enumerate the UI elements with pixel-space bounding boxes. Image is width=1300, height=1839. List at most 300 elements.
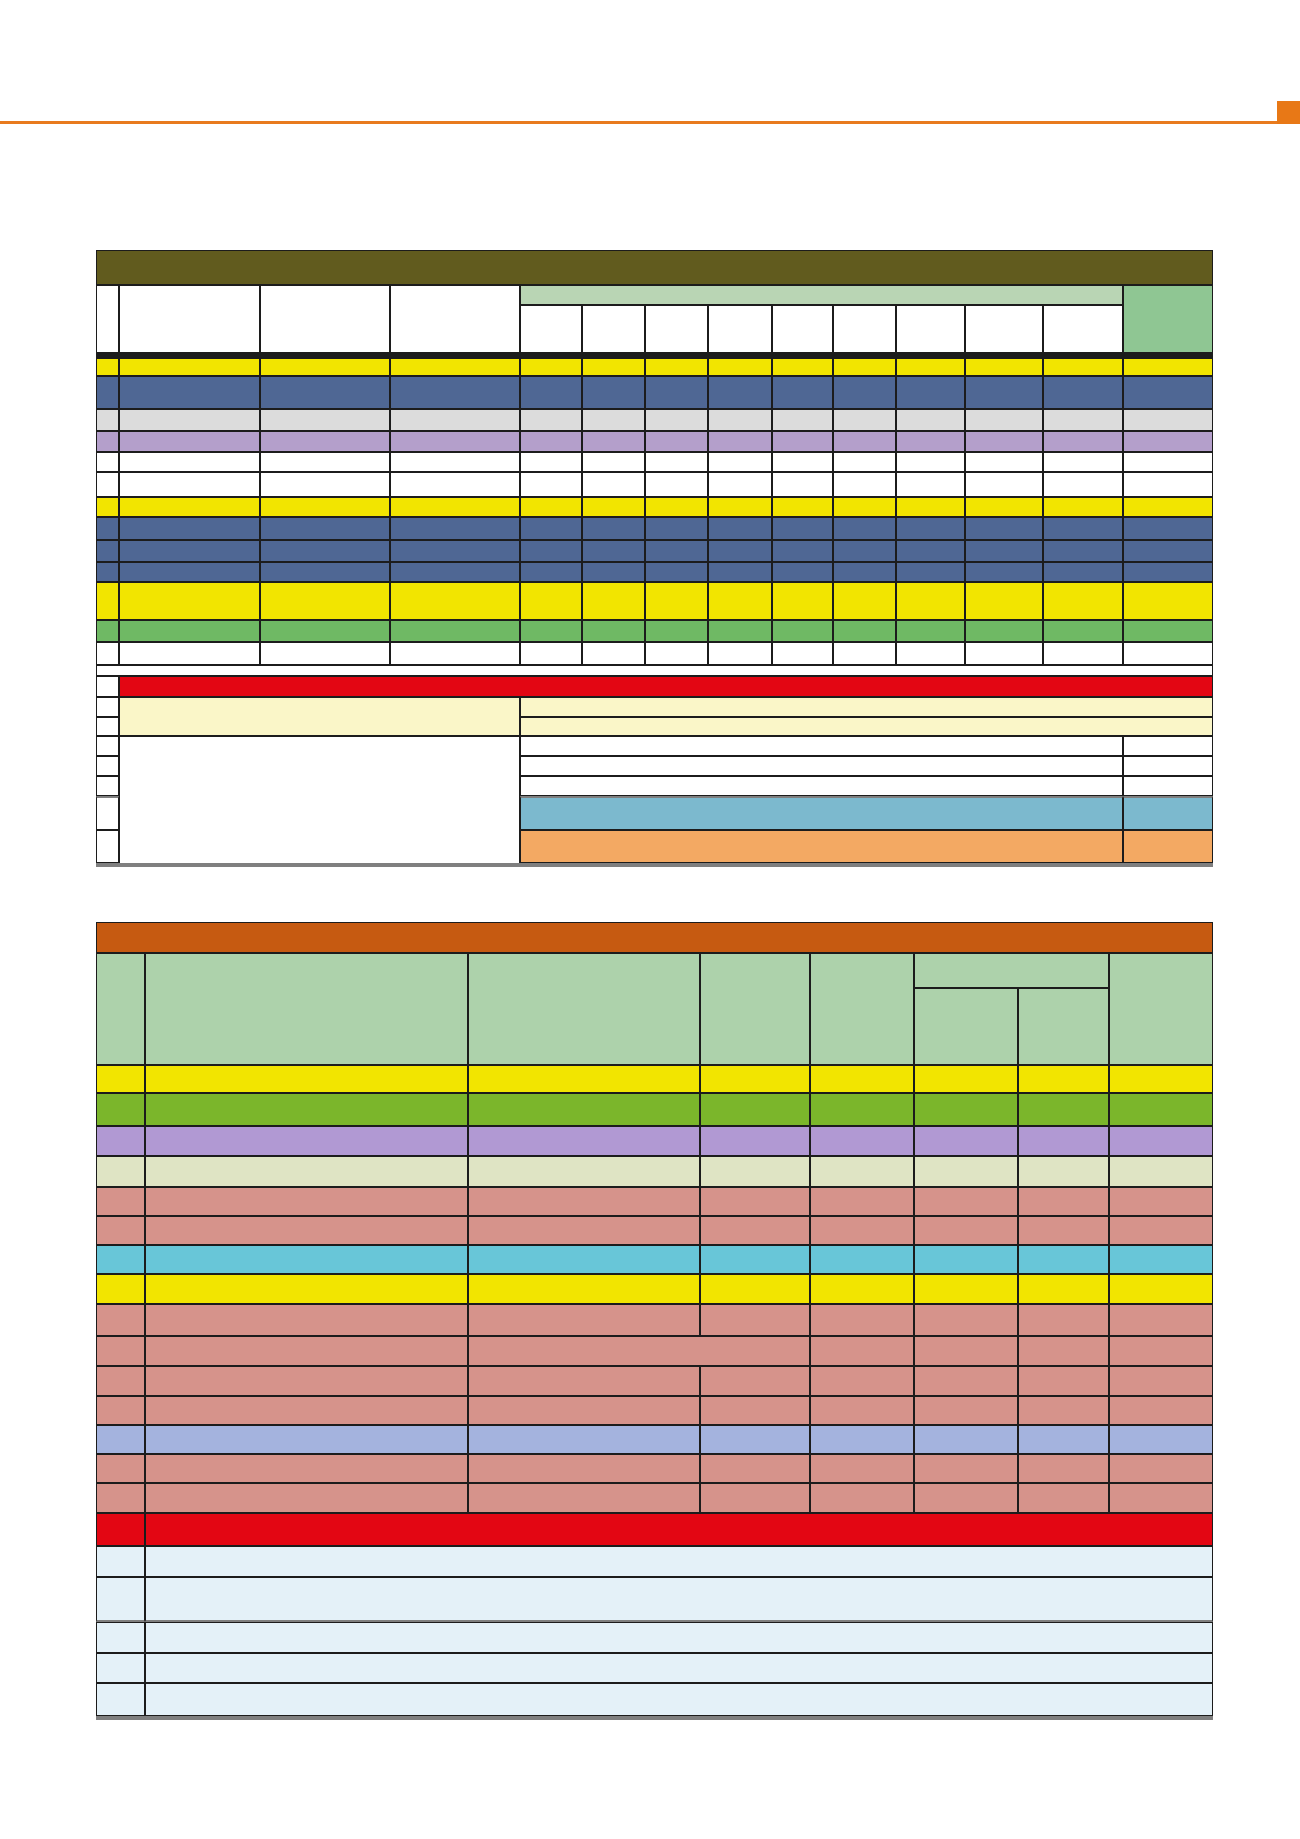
t1-row-4-cell (772, 431, 833, 452)
t1-row-8-cell (772, 517, 833, 540)
t1-header-cell (520, 285, 1123, 305)
t2-row-1-cell (700, 1065, 810, 1093)
t2-row-9-cell (1018, 1304, 1109, 1336)
t1-row-3-cell (965, 409, 1043, 431)
t1-bottom-orange-cell (96, 830, 119, 863)
t1-row-11-cell (1123, 582, 1213, 620)
t1-row-1-cell (896, 358, 965, 376)
t1-row-10-cell (708, 562, 772, 582)
t1-row-cream-b-cell (96, 717, 119, 736)
t2-row-15-cell (1018, 1483, 1109, 1513)
t1-row-3-cell (520, 409, 582, 431)
t1-row-5-cell (1123, 452, 1213, 472)
t1-row-13-cell (390, 642, 520, 665)
t2-row-6-cell (914, 1216, 1018, 1245)
t1-row-8-cell (1043, 517, 1123, 540)
t1-row-9-cell (96, 540, 119, 562)
t2-row-3-cell (914, 1126, 1018, 1156)
t2-row-11-cell (1018, 1366, 1109, 1396)
t1-bottom-blue-cell (96, 796, 119, 830)
t2-row-13-cell (1109, 1425, 1213, 1454)
t2-note-2-cell (96, 1577, 145, 1622)
t2-row-2-cell (914, 1093, 1018, 1126)
t1-row-7-cell (390, 497, 520, 517)
t2-row-14-cell (468, 1454, 700, 1483)
t2-row-8-cell (468, 1274, 700, 1304)
t2-row-2-cell (1018, 1093, 1109, 1126)
t1-row-7-cell (1123, 497, 1213, 517)
t2-header-cell (1109, 953, 1213, 1065)
t1-row-1-cell (1123, 358, 1213, 376)
t2-row-11-cell (96, 1366, 145, 1396)
t1-row-9-cell (965, 540, 1043, 562)
t1-row-6-cell (260, 472, 390, 497)
t2-note-1-cell (145, 1546, 1213, 1577)
t1-row-3-cell (1123, 409, 1213, 431)
t1-row-cream-a-cell (520, 697, 1213, 717)
t2-row-14-cell (810, 1454, 914, 1483)
t1-row-12-cell (260, 620, 390, 642)
t1-row-11-cell (582, 582, 645, 620)
t1-row-10-cell (896, 562, 965, 582)
t1-row-5-cell (260, 452, 390, 472)
t2-header-cell (810, 953, 914, 1065)
t1-row-13-cell (260, 642, 390, 665)
t1-row-2-cell (708, 376, 772, 409)
t2-row-1-cell (145, 1065, 468, 1093)
t1-row-14-cell (96, 665, 1213, 676)
t2-row-14-cell (1018, 1454, 1109, 1483)
t1-header-cell (582, 305, 645, 353)
t1-row-3-cell (390, 409, 520, 431)
t1-row-12-cell (119, 620, 260, 642)
t2-row-1-cell (1109, 1065, 1213, 1093)
t1-row-4-cell (96, 431, 119, 452)
t1-bottom-a-cell (96, 736, 119, 756)
t1-row-6-cell (708, 472, 772, 497)
t2-row-11-cell (700, 1366, 810, 1396)
t2-row-10-cell (810, 1336, 914, 1366)
t1-row-3-cell (833, 409, 896, 431)
t2-row-8-cell (96, 1274, 145, 1304)
t1-row-2-cell (833, 376, 896, 409)
t1-row-12-cell (772, 620, 833, 642)
t1-bottom-orange-cell (520, 830, 1123, 863)
t2-row-1-cell (96, 1065, 145, 1093)
t2-row-13-cell (1018, 1425, 1109, 1454)
t2-row-1-cell (810, 1065, 914, 1093)
t2-header-cell (1018, 988, 1109, 1065)
t2-row-5-cell (1018, 1187, 1109, 1216)
t2-row-14-cell (1109, 1454, 1213, 1483)
t2-row-10-cell (914, 1336, 1018, 1366)
t1-row-13-cell (645, 642, 708, 665)
t1-row-6-cell (1123, 472, 1213, 497)
t1-row-8-cell (708, 517, 772, 540)
t1-row-7-cell (645, 497, 708, 517)
t2-row-8-cell (700, 1274, 810, 1304)
t2-row-13-cell (810, 1425, 914, 1454)
t1-row-13-cell (1123, 642, 1213, 665)
t2-row-4-cell (468, 1156, 700, 1187)
t1-row-13-cell (582, 642, 645, 665)
t2-row-6-cell (145, 1216, 468, 1245)
t2-row-14-cell (96, 1454, 145, 1483)
t2-row-6-cell (96, 1216, 145, 1245)
t1-row-1-cell (833, 358, 896, 376)
t1-row-3-cell (708, 409, 772, 431)
t1-row-8-cell (896, 517, 965, 540)
t1-row-4-cell (390, 431, 520, 452)
t1-bottom-blue-cell (1123, 796, 1213, 830)
t2-row-5-cell (810, 1187, 914, 1216)
t1-row-2-cell (520, 376, 582, 409)
t1-row-1-cell (520, 358, 582, 376)
t1-bottom-b-cell (96, 756, 119, 776)
t1-row-3-cell (119, 409, 260, 431)
t1-row-13-cell (119, 642, 260, 665)
t2-row-9-cell (1109, 1304, 1213, 1336)
t1-row-7-cell (96, 497, 119, 517)
t1-row-2-cell (96, 376, 119, 409)
t1-row-8-cell (645, 517, 708, 540)
t1-row-12-cell (833, 620, 896, 642)
t1-row-13-cell (833, 642, 896, 665)
t2-row-2-cell (700, 1093, 810, 1126)
t2-row-8-cell (914, 1274, 1018, 1304)
t2-row-1-cell (1018, 1065, 1109, 1093)
t2-row-5-cell (914, 1187, 1018, 1216)
t2-row-2-cell (468, 1093, 700, 1126)
t1-row-12-cell (645, 620, 708, 642)
t2-row-6-cell (810, 1216, 914, 1245)
t1-row-10-cell (1123, 562, 1213, 582)
t1-row-11-cell (1043, 582, 1123, 620)
t1-row-10-cell (772, 562, 833, 582)
t1-row-11-cell (520, 582, 582, 620)
t2-header-cell (468, 953, 700, 1065)
t2-title-bar-cell (96, 922, 1213, 953)
t1-row-8-cell (260, 517, 390, 540)
t1-row-1-cell (965, 358, 1043, 376)
top-rule (0, 121, 1277, 124)
t2-row-11-cell (914, 1366, 1018, 1396)
t1-row-5-cell (1043, 452, 1123, 472)
t1-row-1-cell (260, 358, 390, 376)
t1-row-8-cell (965, 517, 1043, 540)
t1-bottom-bar-cell (96, 863, 1213, 867)
t2-row-12-cell (1018, 1396, 1109, 1425)
t1-row-8-cell (520, 517, 582, 540)
t1-row-11-cell (390, 582, 520, 620)
t1-row-3-cell (896, 409, 965, 431)
t1-row-3-cell (645, 409, 708, 431)
t2-row-8-cell (145, 1274, 468, 1304)
t2-row-3-cell (1109, 1126, 1213, 1156)
t2-row-11-cell (468, 1366, 700, 1396)
t2-note-2-cell (145, 1577, 1213, 1622)
t1-bottom-a-cell (1123, 736, 1213, 756)
t2-row-11-cell (810, 1366, 914, 1396)
t1-row-4-cell (645, 431, 708, 452)
t2-row-7-cell (914, 1245, 1018, 1274)
t2-row-8-cell (810, 1274, 914, 1304)
t1-row-10-cell (96, 562, 119, 582)
t2-row-12-cell (1109, 1396, 1213, 1425)
t1-row-10-cell (520, 562, 582, 582)
t2-row-2-cell (1109, 1093, 1213, 1126)
t1-bottom-orange-cell (1123, 830, 1213, 863)
t2-row-15-cell (1109, 1483, 1213, 1513)
t2-row-12-cell (700, 1396, 810, 1425)
t2-row-6-cell (468, 1216, 700, 1245)
t2-row-3-cell (700, 1126, 810, 1156)
t1-bottom-b-cell (1123, 756, 1213, 776)
t1-row-13-cell (96, 642, 119, 665)
t1-bottom-c-cell (520, 776, 1123, 796)
t1-row-10-cell (119, 562, 260, 582)
t2-row-15-cell (810, 1483, 914, 1513)
t2-row-13-cell (468, 1425, 700, 1454)
t2-row-7-cell (96, 1245, 145, 1274)
t1-header-cell (119, 285, 260, 353)
t1-row-cream-a-cell (119, 697, 520, 736)
t1-row-9-cell (896, 540, 965, 562)
t1-row-1-cell (96, 358, 119, 376)
t1-row-9-cell (708, 540, 772, 562)
t2-note-1-cell (96, 1546, 145, 1577)
t1-row-9-cell (1043, 540, 1123, 562)
t1-row-13-cell (1043, 642, 1123, 665)
t1-row-5-cell (119, 452, 260, 472)
t1-row-13-cell (772, 642, 833, 665)
t1-row-6-cell (896, 472, 965, 497)
t1-row-4-cell (1123, 431, 1213, 452)
t1-row-red-cell (96, 676, 119, 697)
t2-row-3-cell (145, 1126, 468, 1156)
t1-row-3-cell (260, 409, 390, 431)
t1-row-13-cell (520, 642, 582, 665)
t1-row-5-cell (708, 452, 772, 472)
t2-row-12-cell (468, 1396, 700, 1425)
t1-row-10-cell (582, 562, 645, 582)
t2-row-9-cell (145, 1304, 468, 1336)
t2-row-3-cell (1018, 1126, 1109, 1156)
t1-row-5-cell (965, 452, 1043, 472)
t1-row-6-cell (645, 472, 708, 497)
t1-row-12-cell (965, 620, 1043, 642)
t1-row-5-cell (96, 452, 119, 472)
t1-header-cell (1123, 285, 1213, 353)
t1-row-9-cell (520, 540, 582, 562)
t1-row-2-cell (260, 376, 390, 409)
t1-row-5-cell (896, 452, 965, 472)
t1-row-9-cell (119, 540, 260, 562)
t1-header-cell (896, 305, 965, 353)
t1-row-1-cell (1043, 358, 1123, 376)
t2-row-2-cell (145, 1093, 468, 1126)
t2-row-12-cell (810, 1396, 914, 1425)
t1-row-7-cell (965, 497, 1043, 517)
t2-header-cell (96, 953, 145, 1065)
t1-row-1-cell (772, 358, 833, 376)
t2-note-3-cell (145, 1622, 1213, 1653)
t1-row-4-cell (708, 431, 772, 452)
t2-row-11-cell (145, 1366, 468, 1396)
t2-row-14-cell (700, 1454, 810, 1483)
t2-header-cell (914, 953, 1109, 988)
t1-row-9-cell (1123, 540, 1213, 562)
t2-bottom-bar-cell (96, 1716, 1213, 1720)
t1-row-6-cell (1043, 472, 1123, 497)
t1-row-7-cell (708, 497, 772, 517)
t1-row-4-cell (833, 431, 896, 452)
t2-header-cell (700, 953, 810, 1065)
t1-row-10-cell (833, 562, 896, 582)
t1-row-7-cell (896, 497, 965, 517)
t2-header-cell (914, 988, 1018, 1065)
t1-row-5-cell (520, 452, 582, 472)
t2-note-4-cell (145, 1653, 1213, 1683)
t1-row-2-cell (1043, 376, 1123, 409)
t1-row-11-cell (772, 582, 833, 620)
t1-header-cell (96, 285, 119, 353)
t1-row-5-cell (833, 452, 896, 472)
t1-row-5-cell (582, 452, 645, 472)
t1-header-cell (708, 305, 772, 353)
t1-row-11-cell (896, 582, 965, 620)
t1-row-8-cell (1123, 517, 1213, 540)
t1-row-3-cell (96, 409, 119, 431)
upper-table (96, 250, 1213, 869)
t1-row-1-cell (645, 358, 708, 376)
t1-row-11-cell (708, 582, 772, 620)
top-rule-marker (1277, 101, 1300, 124)
t2-row-13-cell (96, 1425, 145, 1454)
t1-row-6-cell (96, 472, 119, 497)
t1-row-9-cell (582, 540, 645, 562)
t1-row-4-cell (520, 431, 582, 452)
t1-row-4-cell (260, 431, 390, 452)
t1-row-12-cell (520, 620, 582, 642)
t2-row-4-cell (914, 1156, 1018, 1187)
t1-row-12-cell (896, 620, 965, 642)
t2-row-7-cell (1109, 1245, 1213, 1274)
t1-row-6-cell (119, 472, 260, 497)
t2-row-14-cell (145, 1454, 468, 1483)
t2-row-3-cell (96, 1126, 145, 1156)
t2-row-5-cell (700, 1187, 810, 1216)
t2-row-10-cell (145, 1336, 468, 1366)
t1-row-1-cell (708, 358, 772, 376)
t1-header-cell (390, 285, 520, 353)
t1-row-6-cell (772, 472, 833, 497)
t1-header-cell (833, 305, 896, 353)
t2-row-9-cell (468, 1304, 700, 1336)
t1-row-2-cell (896, 376, 965, 409)
t1-header-cell (965, 305, 1043, 353)
t1-header-cell (260, 285, 390, 353)
t1-row-9-cell (772, 540, 833, 562)
t2-row-9-cell (700, 1304, 810, 1336)
t1-row-9-cell (260, 540, 390, 562)
t1-row-4-cell (582, 431, 645, 452)
t1-row-6-cell (520, 472, 582, 497)
t1-row-2-cell (119, 376, 260, 409)
t2-row-4-cell (1109, 1156, 1213, 1187)
t2-row-red-cell (96, 1513, 145, 1546)
t2-row-2-cell (810, 1093, 914, 1126)
t2-row-7-cell (1018, 1245, 1109, 1274)
t1-row-8-cell (833, 517, 896, 540)
t2-row-7-cell (468, 1245, 700, 1274)
t2-row-10-cell (468, 1336, 810, 1366)
t1-header-cell (1043, 305, 1123, 353)
t2-row-9-cell (810, 1304, 914, 1336)
t1-row-7-cell (520, 497, 582, 517)
t1-row-9-cell (833, 540, 896, 562)
t1-row-8-cell (119, 517, 260, 540)
t1-row-12-cell (1123, 620, 1213, 642)
t1-row-4-cell (965, 431, 1043, 452)
t2-row-1-cell (914, 1065, 1018, 1093)
t2-row-4-cell (96, 1156, 145, 1187)
t2-row-5-cell (1109, 1187, 1213, 1216)
t2-row-9-cell (96, 1304, 145, 1336)
t1-row-1-cell (390, 358, 520, 376)
t2-row-8-cell (1109, 1274, 1213, 1304)
t1-row-8-cell (582, 517, 645, 540)
t2-row-4-cell (145, 1156, 468, 1187)
t1-row-3-cell (772, 409, 833, 431)
t1-row-2-cell (1123, 376, 1213, 409)
t1-row-12-cell (708, 620, 772, 642)
t1-row-6-cell (833, 472, 896, 497)
t2-note-5-cell (145, 1683, 1213, 1716)
t1-row-12-cell (96, 620, 119, 642)
t1-header-cell (520, 305, 582, 353)
t2-row-1-cell (468, 1065, 700, 1093)
t2-row-15-cell (96, 1483, 145, 1513)
t1-row-7-cell (582, 497, 645, 517)
t2-row-15-cell (700, 1483, 810, 1513)
t2-header-cell (145, 953, 468, 1065)
t1-row-12-cell (390, 620, 520, 642)
t2-note-5-cell (96, 1683, 145, 1716)
t2-row-13-cell (914, 1425, 1018, 1454)
t2-row-2-cell (96, 1093, 145, 1126)
t2-row-7-cell (810, 1245, 914, 1274)
t2-row-red-cell (145, 1513, 1213, 1546)
t1-row-11-cell (833, 582, 896, 620)
t1-row-13-cell (708, 642, 772, 665)
t2-row-14-cell (914, 1454, 1018, 1483)
t1-row-2-cell (390, 376, 520, 409)
t1-bottom-c-cell (96, 776, 119, 796)
t1-row-8-cell (390, 517, 520, 540)
t1-row-4-cell (1043, 431, 1123, 452)
t1-row-10-cell (1043, 562, 1123, 582)
t1-row-9-cell (390, 540, 520, 562)
t1-row-10-cell (965, 562, 1043, 582)
t1-row-12-cell (582, 620, 645, 642)
t1-row-4-cell (119, 431, 260, 452)
t1-row-7-cell (1043, 497, 1123, 517)
t1-row-6-cell (965, 472, 1043, 497)
t1-row-2-cell (582, 376, 645, 409)
t1-row-11-cell (119, 582, 260, 620)
t1-row-2-cell (645, 376, 708, 409)
